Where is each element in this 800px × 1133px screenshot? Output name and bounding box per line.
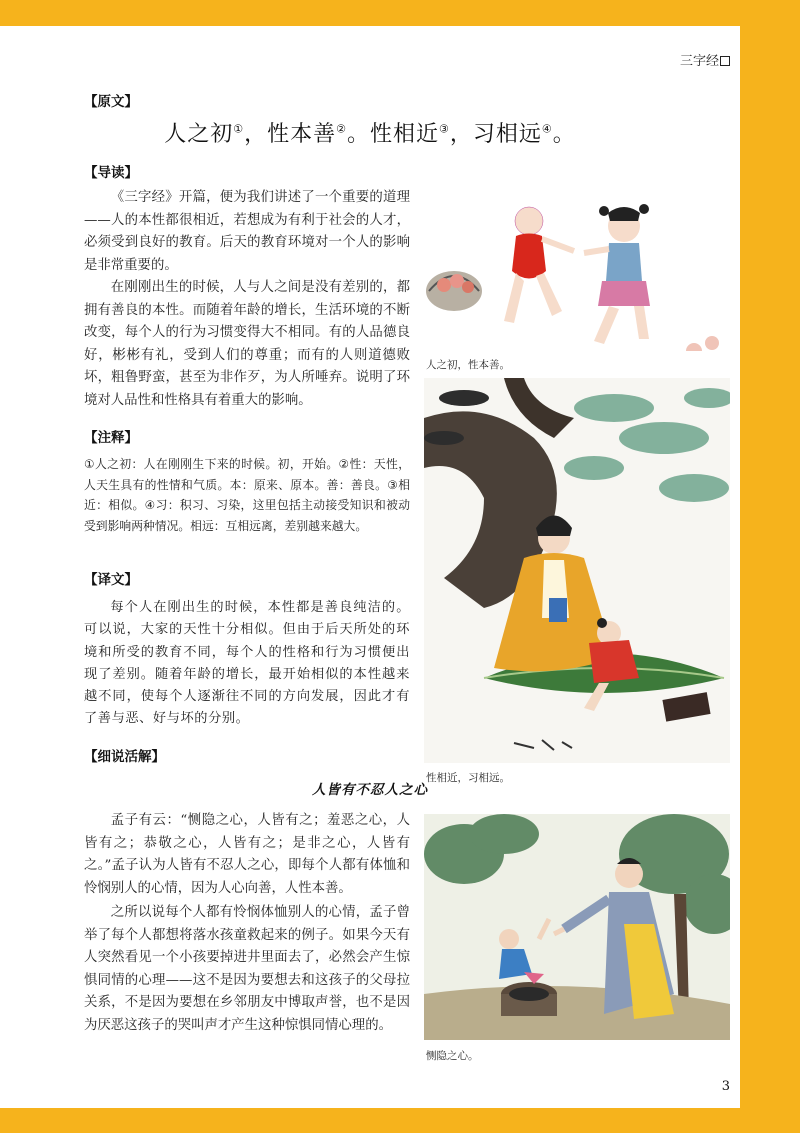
translation-text: 每个人在刚出生的时候，本性都是善良纯洁的。可以说，大家的天性十分相似。但由于后天所处的环境和所受的教育不同，每个人的性格和行为习惯便出现了差别。随着年龄的增长，最开始相似的本性越来越不同，使每个人逐渐往不同的方向发展，因此才有了善与恶、好与坏的分别。 — [84, 600, 410, 727]
guide-paragraph-2: 在刚刚出生的时候，人与人之间是没有差别的，都拥有善良的本性。而随着年龄的增长，生活环境的不断改变，每个人的行为习惯变得大不相同。有的人品德良好，彬彬有礼，受到人们的尊重；而有的人则道德败坏，粗鲁野蛮，甚至为非作歹，为人所唾弃。说明了环境对人品性和性格具有着重大的影响。 — [84, 280, 410, 408]
guide-paragraph-1: 《三字经》开篇，便为我们讲述了一个重要的道理——人的本性都很相近，若想成为有利于社会的人才，必须受到良好的教育。后天的教育环境对一个人的影响是非常重要的。 — [84, 190, 410, 273]
illustration-child-at-well — [424, 814, 730, 1040]
section-label-guide: 【导读】 — [84, 165, 138, 181]
story-paragraph-1: 孟子有云：“恻隐之心，人皆有之；羞恶之心，人皆有之；恭敬之心，人皆有之；是非之心，人皆有之。”孟子认为人皆有不忍人之心，即每个人都有体恤和怜悯别人的心情，因为人心向善，人性本善。 — [84, 813, 410, 896]
page-number: 3 — [721, 1079, 730, 1094]
illustration-children-playing — [424, 181, 730, 351]
header-square-glyph — [720, 56, 730, 66]
child-at-well-art — [424, 814, 730, 1040]
main-verse: 人之初①，性本善②。性相近③，习相远④。 — [164, 122, 576, 147]
section-label-notes: 【注释】 — [84, 430, 138, 446]
story-heading: 人皆有不忍人之心 — [312, 782, 428, 798]
mother-and-child-art — [424, 378, 730, 763]
notes-text: ①人之初：人在刚刚生下来的时候。初，开始。②性：天性，人天生具有的性情和气质。本：原来、原本。善：善良。③相近：相似。④习：积习、习染，这里包括主动接受知识和被动受到影响两种情况。相远：互相远离，差别越来越大。 — [84, 457, 410, 533]
caption-child-at-well: 恻隐之心。 — [426, 1050, 479, 1062]
running-header: 三字经 — [680, 50, 730, 69]
section-label-translation: 【译文】 — [84, 572, 138, 588]
book-page — [0, 26, 740, 1108]
caption-mother-and-child: 性相近，习相远。 — [426, 772, 510, 784]
story-paragraph-2: 之所以说每个人都有怜悯体恤别人的心情，孟子曾举了每个人都想将落水孩童救起来的例子。如果今天有人突然看见一个小孩要掉进井里面去了，必然会产生惊惧同情的心理——这不是因为要想去和这孩子的父母拉关系，不是因为要想在乡邻朋友中博取声誉，也不是因为厌恶这孩子的哭叫声才产生这种惊惧同情心理的。 — [84, 905, 410, 1033]
illustration-mother-and-child — [424, 378, 730, 763]
children-playing-art — [424, 181, 730, 351]
caption-children-playing: 人之初，性本善。 — [426, 359, 510, 371]
section-label-explanation: 【细说活解】 — [84, 749, 165, 765]
section-label-original: 【原文】 — [84, 94, 138, 110]
